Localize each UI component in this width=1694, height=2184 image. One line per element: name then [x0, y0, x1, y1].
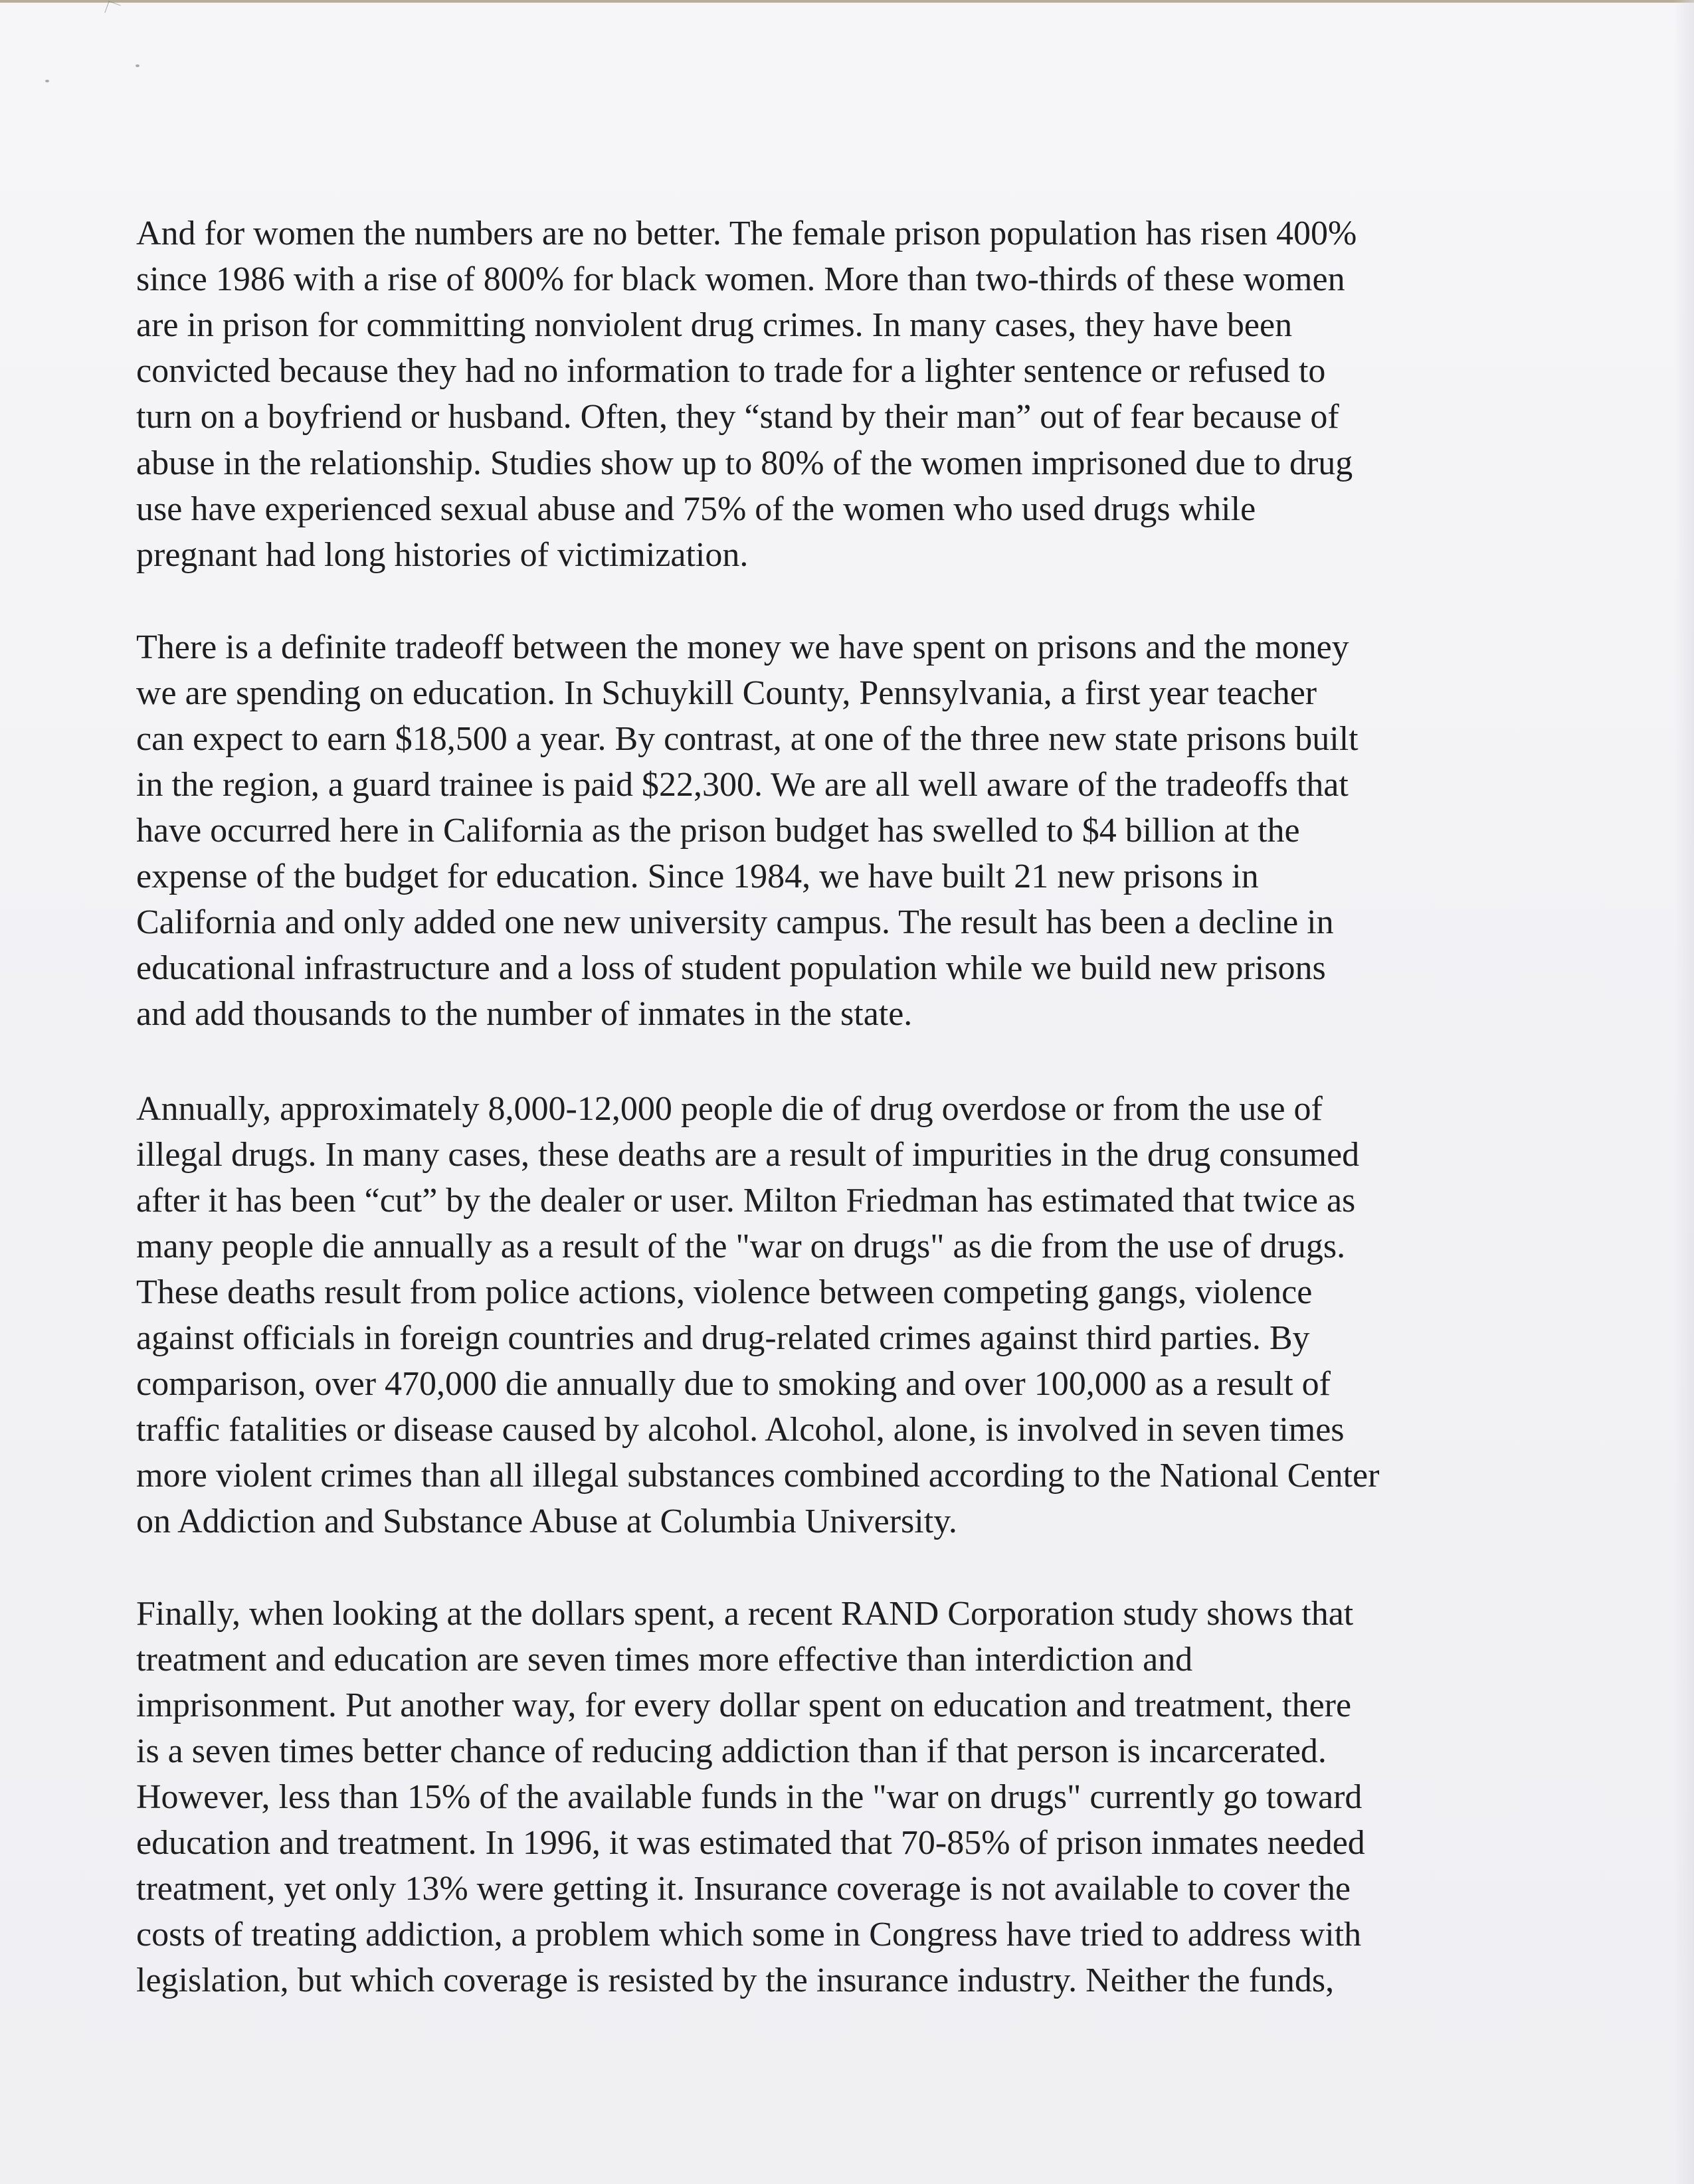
- text-line: However, less than 15% of the available funds in the "war on drugs" currently go toward: [136, 1778, 1363, 1816]
- text-line: we are spending on education. In Schuykill County, Pennsylvania, a first year teacher: [136, 674, 1317, 712]
- text-line: abuse in the relationship. Studies show up to 80% of the women imprisoned due to drug: [136, 444, 1353, 482]
- text-line: pregnant had long histories of victimization.: [136, 536, 749, 574]
- text-line: Finally, when looking at the dollars spent, a recent RAND Corporation study shows that: [136, 1595, 1354, 1633]
- scan-speck: [136, 64, 140, 67]
- text-line: against officials in foreign countries and drug-related crimes against third parties. By: [136, 1319, 1310, 1357]
- text-line: is a seven times better chance of reducing addiction than if that person is incarcerated.: [136, 1732, 1327, 1770]
- text-line: in the region, a guard trainee is paid $22,300. We are all well aware of the tradeoffs that: [136, 766, 1349, 804]
- text-line: since 1986 with a rise of 800% for black women. More than two-thirds of these women: [136, 260, 1345, 298]
- text-line: can expect to earn $18,500 a year. By contrast, at one of the three new state prisons built: [136, 720, 1359, 758]
- text-line: costs of treating addiction, a problem which some in Congress have tried to address with: [136, 1916, 1362, 1954]
- text-line: expense of the budget for education. Since 1984, we have built 21 new prisons in: [136, 858, 1259, 895]
- scan-speck: [45, 80, 49, 82]
- text-line: comparison, over 470,000 die annually due to smoking and over 100,000 as a result of: [136, 1365, 1331, 1403]
- pen-mark: [104, 1, 120, 17]
- text-line: have occurred here in California as the prison budget has swelled to $4 billion at the: [136, 812, 1300, 850]
- text-line: education and treatment. In 1996, it was estimated that 70-85% of prison inmates needed: [136, 1824, 1365, 1862]
- page-top-edge: [0, 0, 1694, 3]
- text-line: are in prison for committing nonviolent drug crimes. In many cases, they have been: [136, 306, 1293, 344]
- text-line: treatment and education are seven times more effective than interdiction and: [136, 1641, 1193, 1679]
- text-line: use have experienced sexual abuse and 75% of the women who used drugs while: [136, 490, 1256, 528]
- text-line: There is a definite tradeoff between the money we have spent on prisons and the money: [136, 628, 1349, 666]
- text-line: illegal drugs. In many cases, these deaths are a result of impurities in the drug consumed: [136, 1136, 1360, 1174]
- text-line: on Addiction and Substance Abuse at Columbia University.: [136, 1502, 957, 1540]
- text-line: traffic fatalities or disease caused by alcohol. Alcohol, alone, is involved in seven times: [136, 1411, 1345, 1449]
- text-line: many people die annually as a result of the "war on drugs" as die from the use of drugs.: [136, 1228, 1346, 1265]
- page-right-shadow: [1674, 0, 1694, 2184]
- text-line: These deaths result from police actions, violence between competing gangs, violence: [136, 1273, 1313, 1311]
- text-line: and add thousands to the number of inmates in the state.: [136, 995, 913, 1033]
- text-line: And for women the numbers are no better. The female prison population has risen 400%: [136, 215, 1357, 252]
- text-line: after it has been “cut” by the dealer or user. Milton Friedman has estimated that twice as: [136, 1182, 1356, 1220]
- text-line: California and only added one new university campus. The result has been a decline in: [136, 903, 1334, 941]
- text-line: turn on a boyfriend or husband. Often, they “stand by their man” out of fear because of: [136, 398, 1339, 436]
- text-line: imprisonment. Put another way, for every dollar spent on education and treatment, there: [136, 1686, 1352, 1724]
- text-line: legislation, but which coverage is resisted by the insurance industry. Neither the funds,: [136, 1961, 1335, 1999]
- text-line: more violent crimes than all illegal substances combined according to the National Center: [136, 1457, 1380, 1495]
- text-line: treatment, yet only 13% were getting it. Insurance coverage is not available to cover the: [136, 1870, 1351, 1908]
- text-line: convicted because they had no information to trade for a lighter sentence or refused to: [136, 352, 1326, 390]
- text-line: Annually, approximately 8,000-12,000 people die of drug overdose or from the use of: [136, 1090, 1323, 1128]
- text-line: educational infrastructure and a loss of student population while we build new prisons: [136, 949, 1326, 987]
